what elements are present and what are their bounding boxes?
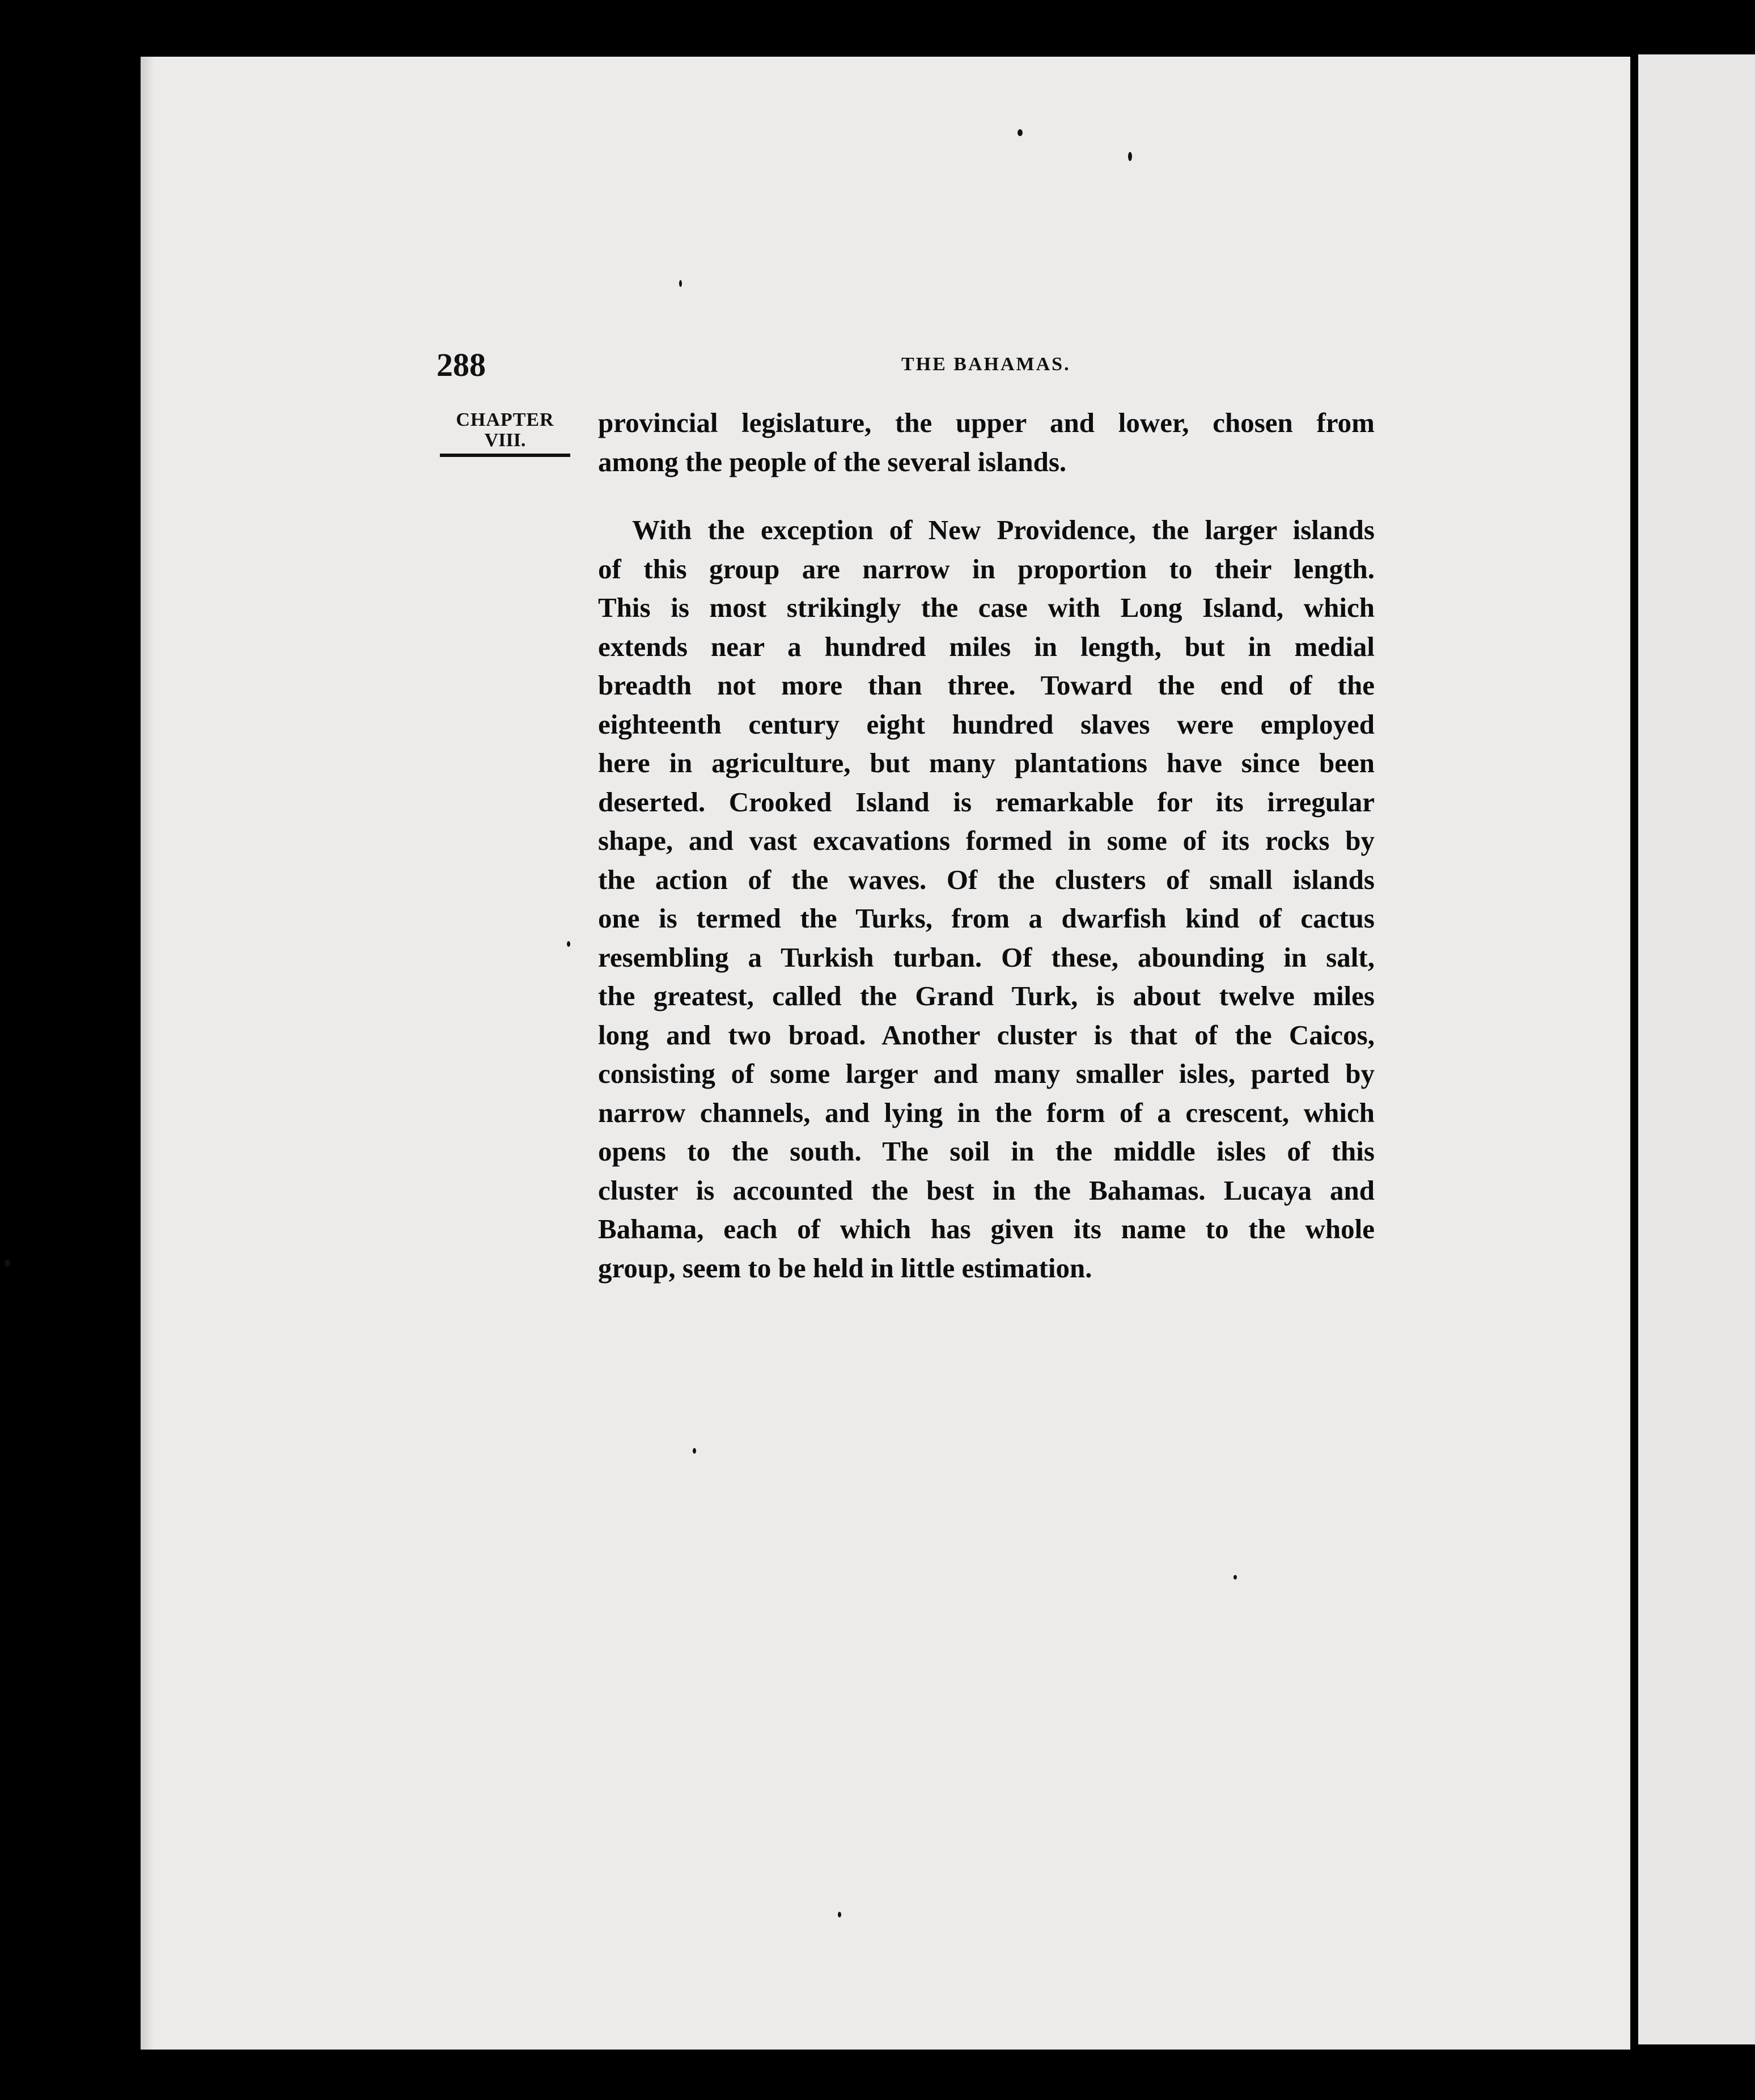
- text-line: breadth not more than three. Toward the end of the: [598, 670, 1375, 701]
- text-line: Bahama, each of which has given its name to the whole: [598, 1213, 1375, 1244]
- page-number: 288: [436, 346, 486, 383]
- scan-speck: [567, 941, 570, 947]
- paragraph-1: [598, 404, 1375, 481]
- scan-speck: [1018, 129, 1023, 136]
- text-line: provincial legislature, the upper and lower, chosen from: [598, 407, 1375, 438]
- text-line: extends near a hundred miles in length, but in medial: [598, 630, 1375, 662]
- scan-speck: [693, 1448, 696, 1454]
- text-line: of this group are narrow in proportion to their length.: [598, 553, 1375, 585]
- text-line: shape, and vast excavations formed in some of its rocks by: [598, 825, 1375, 856]
- text-line: cluster is accounted the best in the Bahamas. Lucaya and: [598, 1174, 1375, 1206]
- scan-speck: [679, 280, 682, 287]
- page-edge-shadow: [141, 57, 154, 2050]
- text-line: eighteenth century eight hundred slaves were employed: [598, 708, 1375, 740]
- text-line: deserted. Crooked Island is remarkable for its irregular: [598, 786, 1375, 818]
- body-text: [598, 404, 1375, 1288]
- text-line: consisting of some larger and many smaller isles, parted by: [598, 1058, 1375, 1089]
- text-line: here in agriculture, but many plantations have since been: [598, 747, 1375, 778]
- text-line: narrow channels, and lying in the form of a crescent, which: [598, 1096, 1375, 1128]
- chapter-label: CHAPTER: [456, 409, 554, 430]
- scan-speck: [1128, 152, 1132, 161]
- text-line: With the exception of New Providence, the larger islands: [632, 514, 1375, 545]
- text-line: resembling a Turkish turban. Of these, abounding in salt,: [598, 941, 1375, 973]
- facing-page-edge: [1638, 54, 1755, 2044]
- scan-speck: [5, 1260, 10, 1267]
- text-line: the greatest, called the Grand Turk, is about twelve miles: [598, 980, 1375, 1011]
- text-line: opens to the south. The soil in the middle isles of this: [598, 1136, 1375, 1167]
- page-header: [436, 346, 1377, 383]
- chapter-number: VIII.: [484, 430, 526, 451]
- sidenote-rule: [440, 454, 570, 457]
- text-line: the action of the waves. Of the clusters of small islands: [598, 863, 1375, 895]
- scan-speck: [1233, 1575, 1237, 1580]
- scan-speck: [838, 1912, 841, 1917]
- text-line: This is most strikingly the case with Long Island, which: [598, 592, 1375, 623]
- chapter-sidenote: [440, 409, 570, 457]
- gutter-shadow: [1630, 54, 1638, 2044]
- running-head: THE BAHAMAS.: [901, 354, 1071, 375]
- text-line: among the people of the several islands.: [598, 446, 1067, 477]
- paragraph-2: [598, 511, 1375, 1288]
- text-line: one is termed the Turks, from a dwarfish kind of cactus: [598, 903, 1375, 934]
- text-line: long and two broad. Another cluster is that of the Caicos,: [598, 1019, 1375, 1051]
- text-line: group, seem to be held in little estimation.: [598, 1252, 1092, 1284]
